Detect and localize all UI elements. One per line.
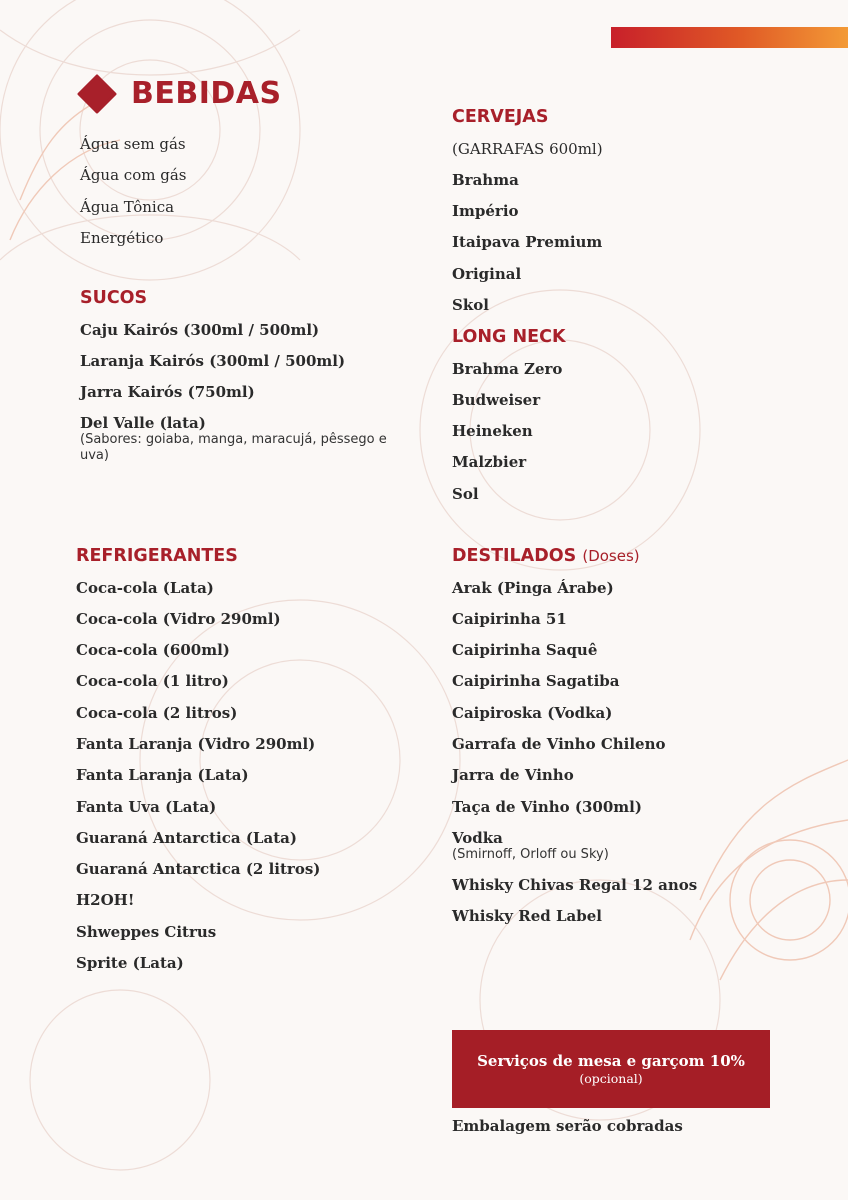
packaging-note: Embalagem serão cobradas [452, 1117, 683, 1135]
bebidas-list [80, 135, 186, 247]
item-name: Caipirinha Sagatiba [452, 672, 620, 691]
section-title: CERVEJAS [452, 107, 549, 127]
item-name: Whisky Chivas Regal 12 anos [452, 876, 698, 895]
item-name: Caipirinha Saquê [452, 641, 598, 660]
list-item: Skol [452, 295, 489, 314]
list-item: Heineken [452, 422, 533, 441]
item-name: Caipirinha 51 [452, 609, 567, 628]
section-title [452, 548, 697, 566]
list-item: Coca-cola (Lata) [76, 578, 214, 597]
item-name: Taça de Vinho (300ml) [452, 797, 642, 816]
item-note: (Smirnoff, Orloff ou Sky) [452, 846, 609, 862]
list-item: Coca-cola (2 litros) [76, 703, 238, 722]
long-neck-list [452, 360, 566, 503]
list-item [452, 641, 697, 659]
item-name: Vodka [452, 828, 503, 847]
long-neck-section [452, 329, 566, 516]
list-item [452, 579, 697, 597]
item-name: Whisky Red Label [452, 907, 602, 926]
destilados-section [452, 548, 697, 939]
item-name: Arak (Pinga Árabe) [452, 578, 614, 597]
list-item: Coca-cola (600ml) [76, 641, 230, 660]
section-title-text: DESTILADOS [452, 546, 577, 566]
top-accent-bar [611, 27, 848, 48]
item-name: Garrafa de Vinho Chileno [452, 734, 666, 753]
service-charge-note: (opcional) [579, 1071, 643, 1086]
page-title: BEBIDAS [131, 76, 282, 111]
item-note: (Sabores: goiaba, manga, maracujá, pêssego e uva) [80, 432, 387, 464]
list-item: Guaraná Antarctica (Lata) [76, 828, 297, 847]
list-item: Sol [452, 484, 479, 503]
list-item: Fanta Laranja (Vidro 290ml) [76, 734, 316, 753]
section-title: SUCOS [80, 288, 148, 308]
refrigerantes-list [76, 579, 320, 973]
section-title-suffix: (Doses) [582, 547, 640, 565]
list-item: Malzbier [452, 453, 527, 472]
list-item: Água com gás [80, 166, 187, 185]
list-item: Coca-cola (1 litro) [76, 672, 229, 691]
list-item: Budweiser [452, 390, 541, 409]
list-item [452, 610, 697, 628]
section-subtitle: (GARRAFAS 600ml) [452, 139, 603, 158]
list-item: Água Tônica [80, 197, 175, 216]
list-item [452, 798, 697, 816]
bebidas-section [80, 135, 186, 260]
main-title-group [77, 72, 282, 116]
sucos-section [80, 290, 410, 478]
list-item: Sprite (Lata) [76, 954, 184, 973]
list-item [80, 352, 410, 370]
service-charge-text: Serviços de mesa e garçom 10% [477, 1052, 745, 1070]
cervejas-list [452, 171, 603, 314]
list-item: Brahma Zero [452, 359, 563, 378]
cervejas-section [452, 109, 603, 327]
list-item: Itaipava Premium [452, 233, 603, 252]
sucos-list [80, 321, 410, 465]
item-name: Jarra Kairós (750ml) [80, 383, 255, 402]
item-name: Caipiroska (Vodka) [452, 703, 613, 722]
list-item [452, 766, 697, 784]
list-item: Original [452, 264, 522, 283]
list-item [80, 383, 410, 401]
list-item [80, 321, 410, 339]
list-item [452, 735, 697, 753]
list-item [452, 876, 697, 894]
list-item: Império [452, 202, 519, 221]
destilados-list [452, 579, 697, 926]
service-charge-box [452, 1030, 770, 1108]
list-item: H2OH! [76, 891, 135, 910]
refrigerantes-section [76, 548, 320, 985]
list-item [452, 704, 697, 722]
list-item [452, 829, 697, 863]
list-item [80, 414, 410, 464]
section-title: REFRIGERANTES [76, 546, 238, 566]
list-item: Shweppes Citrus [76, 922, 217, 941]
diamond-icon [77, 74, 117, 114]
list-item: Brahma [452, 170, 519, 189]
list-item [452, 672, 697, 690]
list-item [452, 907, 697, 925]
list-item: Fanta Laranja (Lata) [76, 766, 249, 785]
item-name: Jarra de Vinho [452, 766, 574, 785]
list-item: Fanta Uva (Lata) [76, 797, 217, 816]
item-name: Del Valle (lata) [80, 414, 206, 433]
item-name: Laranja Kairós (300ml / 500ml) [80, 351, 346, 370]
list-item: Energético [80, 228, 164, 247]
list-item: Guaraná Antarctica (2 litros) [76, 860, 321, 879]
list-item: Coca-cola (Vidro 290ml) [76, 609, 281, 628]
list-item: Água sem gás [80, 135, 186, 153]
section-title: LONG NECK [452, 327, 566, 347]
item-name: Caju Kairós (300ml / 500ml) [80, 320, 320, 339]
